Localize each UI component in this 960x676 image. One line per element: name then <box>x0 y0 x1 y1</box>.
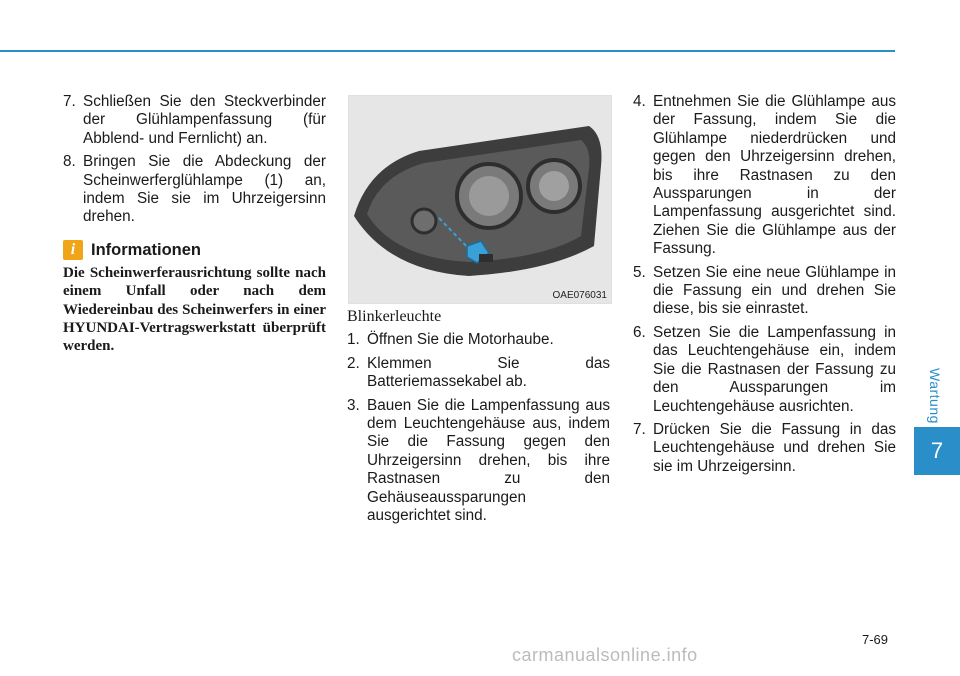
list-item: 1. Öffnen Sie die Motorhaube. <box>347 331 554 349</box>
headlamp-photo <box>348 95 612 304</box>
chapter-tab: 7 <box>914 427 960 475</box>
steps-list <box>63 93 326 227</box>
watermark: carmanualsonline.info <box>512 645 698 665</box>
list-item: 2. Klemmen Sie das Batteriemassekabel ab. <box>347 354 610 391</box>
page-number: 7-69 <box>862 632 889 647</box>
list-item: 4. Entnehmen Sie die Glühlampe aus der Fassung, indem Sie die Glühlampe niederdrücken und gegen den Uhrzeigersinn drehen, bis ihre Rastnasen zu den Aussparungen in der Lampenfassung ausgerichtet sind. Ziehen Sie die Glühlampe aus der Fassung. <box>633 93 896 258</box>
top-rule <box>0 50 895 52</box>
info-title: Informationen <box>91 240 201 259</box>
steps-list <box>347 331 610 525</box>
headlamp-illustration <box>349 96 611 303</box>
column-right <box>633 93 896 481</box>
column-left <box>63 93 326 356</box>
list-item: 7. Drücken Sie die Fassung in das Leuchtengehäuse und drehen Sie sie im Uhrzeigersinn. <box>633 420 896 475</box>
column-middle <box>347 308 610 530</box>
list-item: 5. Setzen Sie eine neue Glühlampe in die Fassung ein und drehen Sie diese, bis sie einrastet. <box>633 263 896 318</box>
info-icon: i <box>63 240 83 260</box>
info-header <box>63 240 326 260</box>
image-code: OAE076031 <box>552 290 607 301</box>
steps-list <box>633 93 896 476</box>
list-item: 3. Bauen Sie die Lampenfassung aus dem Leuchtengehäuse aus, indem Sie die Fassung gegen den Uhrzeigersinn drehen, bis ihre Rastnasen zu den Gehäuseaussparungen ausgerichtet sind. <box>347 396 610 525</box>
section-title: Blinkerleuchte <box>347 308 442 325</box>
chapter-side-label: Wartung <box>927 368 943 424</box>
list-item: 7. Schließen Sie den Steckverbinder der Glühlampenfassung (für Abblend- und Fernlicht) an. <box>63 93 326 147</box>
info-body: Die Scheinwerferausrichtung sollte nach einem Unfall oder nach dem Wiedereinbau des Scheinwerfers in einer HYUNDAI-Vertragswerkstatt überprüft werden. <box>63 264 326 355</box>
list-item: 6. Setzen Sie die Lampenfassung in das Leuchtengehäuse ein, indem Sie die Rastnasen der Fassung zu den Aussparungen im Leuchtengehäuse ausrichten. <box>633 323 896 415</box>
list-item: 8. Bringen Sie die Abdeckung der Scheinwerferglühlampe (1) an, indem Sie sie im Uhrzeigersinn drehen. <box>63 153 326 226</box>
